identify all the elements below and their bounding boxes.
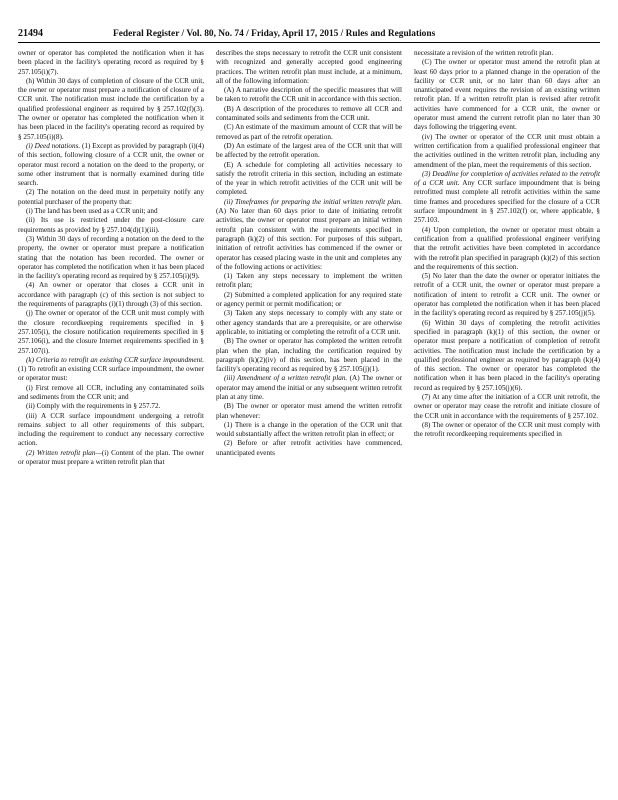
paragraph-text: (A) No later than 60 days prior to date of initiating retrofit activities, the owner or operator must prepare an initial written retrofit plan consistent with the requirements specified in paragraph (k)(2) of this section. For purposes of this subpart, initiation of retrofit activities has commenced if the owner or operator has ceased placing waste in the unit and completes any of the following actions or activities: [216,207,402,271]
paragraph [216,86,402,105]
paragraph-text: (h) Within 30 days of completion of closure of the CCR unit, the owner or operator must prepare a notification of closure of a CCR unit. The notification must include the certification by a qualified professional engineer as required by § 257.102(f)(3). The owner or operator has completed the notification when it has been placed in the facility's operating record as required by § 257.105(i)(8). [18,76,204,141]
column-right [414,49,600,793]
paragraph-heading: (ii) Timeframes for preparing the initial written retrofit plan. [224,197,402,206]
paragraph-text: (4) Upon completion, the owner or operator must obtain a certification from a qualified professional engineer verifying that the retrofit activities have been completed in accordance with the retrofit plan specified in paragraph (k)(2) of this section and the requirements of this section. [414,225,600,271]
paragraph [216,142,402,161]
paragraph [216,49,402,86]
paragraph-text: describes the steps necessary to retrofit the CCR unit consistent with recognized and generally accepted good engineering practices. The written retrofit plan must include, at a minimum, all of the following information: [216,49,402,85]
paragraph-text: (3) Taken any steps necessary to comply with any state or other agency standards that are a prerequisite, or are otherwise applicable, to initiating or completing the retrofit of a CCR unit. [216,309,402,336]
paragraph [216,161,402,198]
paragraph [18,384,204,403]
paragraph [18,207,204,216]
paragraph-heading: (2) Written retrofit plan— [26,448,102,457]
paragraph-text: (j) The owner or operator of the CCR unit must comply with the closure recordkeeping requirements specified in § 257.105(i), the closure notification requirements specified in § 257.106(i), and the closure Internet requirements specified in § 257.107(i). [18,309,204,355]
paragraph [18,77,204,142]
paragraph-text: (8) The owner or operator of the CCR unit must comply with the retrofit recordkeeping requirements specified in [414,420,600,439]
paragraph [18,412,204,449]
paragraph-text: (2) The notation on the deed must in perpetuity notify any potential purchaser of the property that: [18,188,204,206]
paragraph-text: (E) A schedule for completing all activities necessary to satisfy the retrofit criteria in this section, including an estimate of the year in which retrofit activities of the CCR unit will be completed. [216,160,402,197]
paragraph-text: (B) The owner or operator must amend the written retrofit plan whenever: [216,402,402,420]
paragraph [18,356,204,384]
paragraph [216,439,402,458]
paragraph [18,216,204,235]
paragraph [216,402,402,421]
paragraph [414,421,600,440]
paragraph-heading: (iii) Amendment of a written retrofit plan. [224,374,348,383]
paragraph [414,58,600,132]
paragraph [414,319,600,393]
paragraph [216,421,402,440]
paragraph [216,272,402,291]
paragraph [18,281,204,309]
paragraph-text: (C) An estimate of the maximum amount of CCR that will be removed as part of the retrofit operation. [216,123,402,141]
paragraph-text: (ii) Comply with the requirements in § 257.72. [26,402,161,411]
paragraph [414,49,600,58]
paragraph-text: (ii) Its use is restricted under the post-closure care requirements as provided by § 257.104(d)(1)(iii). [18,216,204,234]
paragraph-text: (1) Except as provided by paragraph (i)(4) of this section, following closure of a CCR unit, the owner or operator must record a notation on the deed to the property, or some other instrument that is normally examined during title search. [18,141,204,188]
paragraph-text: (B) The owner or operator has completed the written retrofit plan when the plan, including the certification required by paragraph (k)(2)(iv) of this section, has been placed in the facility's operating record as required by § 257.105(j)(1). [216,337,402,374]
paragraph [414,393,600,421]
paragraph [216,309,402,337]
paragraph-text: (iii) A CCR surface impoundment undergoing a retrofit remains subject to all other requirements of this subpart, including the requirement to conduct any necessary corrective action. [18,411,204,448]
paragraph [414,170,600,226]
column-middle [216,49,402,793]
paragraph-text: (A) A narrative description of the specific measures that will be taken to retrofit the CCR unit in accordance with this section. [216,86,402,104]
paragraph [18,402,204,411]
paragraph-text: (i) Content of the plan. The owner or operator must prepare a written retrofit plan that [18,448,204,467]
paragraph [18,142,204,188]
paragraph-text: Any CCR surface impoundment that is being retrofitted must complete all retrofit activities within the same time frames and procedures specified for the closure of a CCR surface impoundment in § 257.102(f) or, where applicable, § 257.103. [414,179,600,225]
paragraph [216,123,402,142]
paragraph [18,235,204,281]
text-columns [18,49,600,793]
paragraph [414,226,600,272]
running-header [18,28,600,43]
paragraph-text: (A) The owner or operator may amend the initial or any subsequent written retrofit plan at any time. [216,374,402,401]
paragraph-text: (i) First remove all CCR, including any contaminated soils and sediments from the CCR unit; and [18,383,204,401]
paragraph-text: (1) There is a change in the operation of the CCR unit that would substantially affect the written retrofit plan in effect; or [216,420,402,439]
paragraph-text: (7) At any time after the initiation of a CCR unit retrofit, the owner or operator may cease the retrofit and initiate closure of the CCR unit in accordance with the requirements of § 257.102. [414,392,600,420]
paragraph-text: (2) Before or after retrofit activities have commenced, unanticipated events [216,439,402,457]
paragraph-text: owner or operator has completed the notification when it has been placed in the facility's operating record as required by § 257.105(i)(7). [18,49,204,76]
paragraph-text: necessitate a revision of the written retrofit plan. [414,49,554,57]
column-left [18,49,204,793]
paragraph [18,49,204,77]
paragraph [216,337,402,374]
paragraph-text: (6) Within 30 days of completing the retrofit activities specified in paragraph (k)(1) of this section, the owner or operator must prepare a notification of completion of retrofit activities. The notification must include the certification by a qualified professional engineer as required by paragraph (k)(4) of this section. The owner or operator has completed the notification when it has been placed in the facility's operating record as required by § 257.105(j)(6). [414,318,600,392]
paragraph-text: (4) An owner or operator that closes a CCR unit in accordance with paragraph (c) of this section is not subject to the requirements of paragraphs (i)(1) through (3) of this section. [18,281,204,309]
paragraph-heading: (k) Criteria to retrofit an existing CCR surface impoundment. [26,355,204,364]
paragraph [216,291,402,310]
paragraph-text: (1) Taken any steps necessary to implement the written retrofit plan; [216,272,402,290]
paragraph [414,133,600,170]
paragraph [414,272,600,318]
paragraph [18,188,204,207]
page-number: 21494 [18,28,43,39]
paragraph-heading: (i) Deed notations. [26,141,81,150]
paragraph-heading: (3) Deadline for completion of activities related to the retrofit of a CCR unit. [414,169,600,188]
paragraph-text: (i) The land has been used as a CCR unit; and [26,207,158,216]
publication-title: Federal Register / Vol. 80, No. 74 / Friday, April 17, 2015 / Rules and Regulations [113,29,436,39]
paragraph-text: (3) Within 30 days of recording a notation on the deed to the property, the owner or operator must prepare a notification stating that the notation has been recorded. The owner or operator has completed the notification when it has been placed in the facility's operating record as required by § 257.105(i)(9). [18,234,204,281]
paragraph [216,198,402,272]
paragraph-text: (5) No later than the date the owner or operator initiates the retrofit of a CCR unit, the owner or operator must prepare a notification of intent to retrofit a CCR unit. The owner or operator has completed the notification when it has been placed in the facility's operating record as required by § 257.105(j)(5). [414,272,600,318]
paragraph-text: (iv) The owner or operator of the CCR unit must obtain a written certification from a qualified professional engineer that the activities outlined in the written retrofit plan, including any amendment of the plan, meet the requirements of this section. [414,132,600,169]
paragraph [216,105,402,124]
paragraph [18,449,204,468]
paragraph-text: (C) The owner or operator must amend the retrofit plan at least 60 days prior to a planned change in the operation of the facility or CCR unit, or no later than 60 days after an unanticipated event requires the revision of an existing written retrofit plan. If a written retrofit plan is revised after retrofit activities have commenced for a CCR unit, the owner or operator must amend the current retrofit plan no later than 30 days following the triggering event. [414,58,600,132]
paragraph-text: (1) To retrofit an existing CCR surface impoundment, the owner or operator must: [18,365,204,383]
paragraph [216,374,402,402]
paragraph-text: (B) A description of the procedures to remove all CCR and contaminated soils and sediments from the CCR unit. [216,104,402,123]
paragraph [18,309,204,355]
paragraph-text: (D) An estimate of the largest area of the CCR unit that will be affected by the retrofit operation. [216,141,402,160]
paragraph-text: (2) Submitted a completed application for any required state or agency permit or permit modification; or [216,290,402,309]
